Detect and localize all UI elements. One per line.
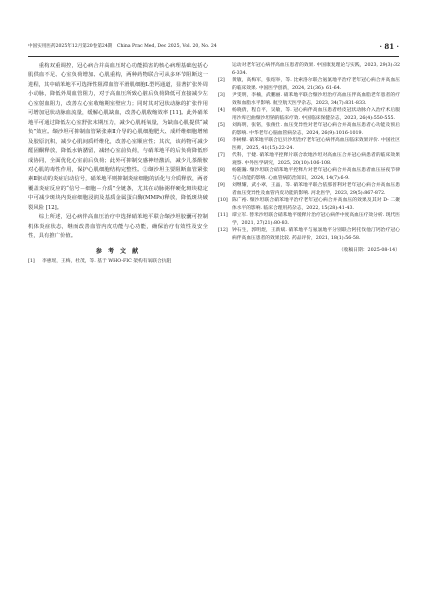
reference-number: [11]	[218, 213, 228, 218]
reference-text: 钟石生，郭明煜，王新斌. 硝苯地平与氨氯地平分别联合阿托伐他汀钙治疗冠心病伴高血压患者的效果比较. 药品评价，2021, 18(1):56-58.	[232, 228, 400, 241]
received-date: （收稿日期：2025-08-14）	[338, 248, 400, 253]
reference-number: [6]	[218, 138, 225, 143]
reference-item	[218, 122, 400, 137]
reference-number: [10]	[218, 198, 228, 203]
reference-number: [9]	[218, 183, 225, 188]
journal-citation: 中国实用医药2025年12月第20卷第24期 China Prac Med, Dec 2025, Vol. 20, No. 24	[28, 44, 217, 49]
page-header	[28, 44, 399, 57]
reference-item	[218, 227, 400, 242]
reference-text: 李惠瑶，王梅，杜茂，等. 基于 WHO-FIC 架构有氧联合抗阻	[42, 258, 172, 264]
reference-text: 运动对老年冠心病伴高血压患者的效果. 中国康复理论与实践，2023, 29(3):326-334.	[232, 63, 400, 76]
reference-text: 刘海明，张铭，张俊仕. 血压变异性对老年冠心病合并高血压患者心功能及预后的影响. 中华老年心脑血管病杂志，2024, 26(9):1016-1019.	[232, 123, 400, 136]
reference-number: [12]	[218, 228, 228, 233]
reference-item	[28, 258, 208, 266]
page-number: · 81 ·	[379, 42, 399, 51]
reference-item	[218, 77, 400, 92]
reference-item	[218, 197, 400, 212]
reference-number: [4]	[218, 108, 225, 113]
reference-item	[218, 182, 400, 197]
reference-number: [2]	[218, 78, 225, 83]
reference-number: [3]	[218, 93, 225, 98]
left-column	[28, 62, 208, 265]
references-heading: 参 考 文 献	[95, 247, 141, 255]
reference-item	[218, 92, 400, 107]
reference-item	[218, 137, 400, 152]
reference-number: [8]	[218, 168, 225, 173]
reference-item	[218, 167, 400, 182]
body-paragraph: 综上所述，冠心病伴高血压治疗中选择硝苯地平联合缬沙坦胶囊可控制机体炎症状态，继而改善血管内皮功能与心功能，确保治疗有效性及安全性，具有推广价值。	[28, 214, 208, 240]
reference-item	[218, 212, 400, 227]
reference-text: 李树樑. 硝苯地平联合厄贝沙坦治疗老年冠心病伴高血压临床效果评价. 中国社区医师，2025, 41(15):22-24.	[232, 138, 400, 151]
reference-text: 刘继耀，武小翠，王晶，等. 硝苯地平联合依那普利对老年冠心病合并高血压患者血压变异性及血管内皮功能的影响. 河北医学，2023, 29(5):867-872.	[232, 183, 400, 196]
right-column	[218, 62, 400, 253]
reference-text: 谭立军. 替米沙坦联合硝苯地平缓释片治疗冠心病伴中度高血压疗效分析. 现代医学，2021, 27(21):80-83.	[232, 213, 400, 226]
reference-item	[218, 152, 400, 167]
reference-item	[218, 62, 400, 77]
reference-text: 代科，于婕. 硝苯地平控释片联合坎地沙坦对高血压合并冠心病患者的临床效果观察. 中外医学研究，2025, 20(10):106-108.	[232, 153, 400, 166]
reference-text: 陈广裕. 缬沙坦联合硝苯地平治疗老年冠心病合并高血压的效果及其对 D- 二聚体水平的影响. 临床合理用药杂志，2022, 15(28):41-43.	[232, 198, 400, 211]
reference-text: 尹雯明，李楠，武鹏丽. 硝苯地平联合缬沙坦治疗高血压伴高血脂老年患者的疗效和血脂水平影响. 航空航天医学杂志，2023, 34(7):831-833.	[232, 93, 400, 106]
reference-text: 杨晓倩，程自平，吴敏，等. 冠心病伴高血压患者经皮冠状动脉介入治疗术后服用沙库巴曲缬沙坦钠的临床疗效. 中国临床保健杂志，2023, 26(4):550-555.	[232, 108, 400, 121]
reference-item	[218, 107, 400, 122]
reference-number: [1]	[28, 258, 35, 264]
reference-number: [7]	[218, 153, 225, 158]
reference-number: [5]	[218, 123, 225, 128]
reference-text: 杨随瀚. 缬沙坦联合硝苯地平控释片对老年冠心病合并高血压患者血压昼夜节律与心功能的影响. 心血管病防治知识，2024, 14(7):6-9.	[232, 168, 400, 181]
reference-text: 黄敏，高梅军，张绍举，等. 比索洛尔联合氨氯地平治疗老年冠心病合并高血压的临床效果. 中国医学创新，2024, 21(36): 61-64.	[232, 78, 400, 91]
body-paragraph: 重构双重调控，冠心病合并高血压时心功能损害的核心病理基础包括心肌供血不足、心室负荷增加、心肌重构，两种药物联合可从多环节阻断这一进程，其中硝苯地平可选择性阻滞血管平滑肌细胞L型钙通道，显著扩张外周小动脉，降低外周血管阻力，对于高血压所致心脏后负荷降低可直接减少左心室射血阻力，改善左心室收缩期室壁应力；同时其对冠状动脉的扩张作用可增加冠状动脉血流量，缓解心肌缺血，改善心肌收缩效率 [11]。此外硝苯地平可通过降低左心室舒张末期压力，减少心肌耗氧量，为缺血心肌提供“减负”效应。缬沙坦可抑制血管紧张素Ⅱ介导的心肌细胞肥大、成纤维细胞增殖及胶原沉积，减少心肌间质纤维化，改善心室顺应性；其次，该药物可减少醛固酮释放，降低水钠潴留，减轻心室前负荷，与硝苯地平的后负荷降低形成协同，全面优化心室前后负荷；此外可抑制交感神经激活，减少儿茶酚胺对心肌的毒性作用，保护心肌细胞结构完整性。②缬沙坦主要阻断血管紧张素Ⅱ驱动的炎症启动信号，硝苯地平则抑制炎症细胞的活化与介质释放，两者覆盖炎症反应的“信号－细胞－介质”全链条，尤其在动脉粥样硬化斑块稳定中可减少斑块内炎症细胞浸润及基质金属蛋白酶(MMPs)释放，降低斑块破裂风险 [12]。	[28, 63, 208, 211]
